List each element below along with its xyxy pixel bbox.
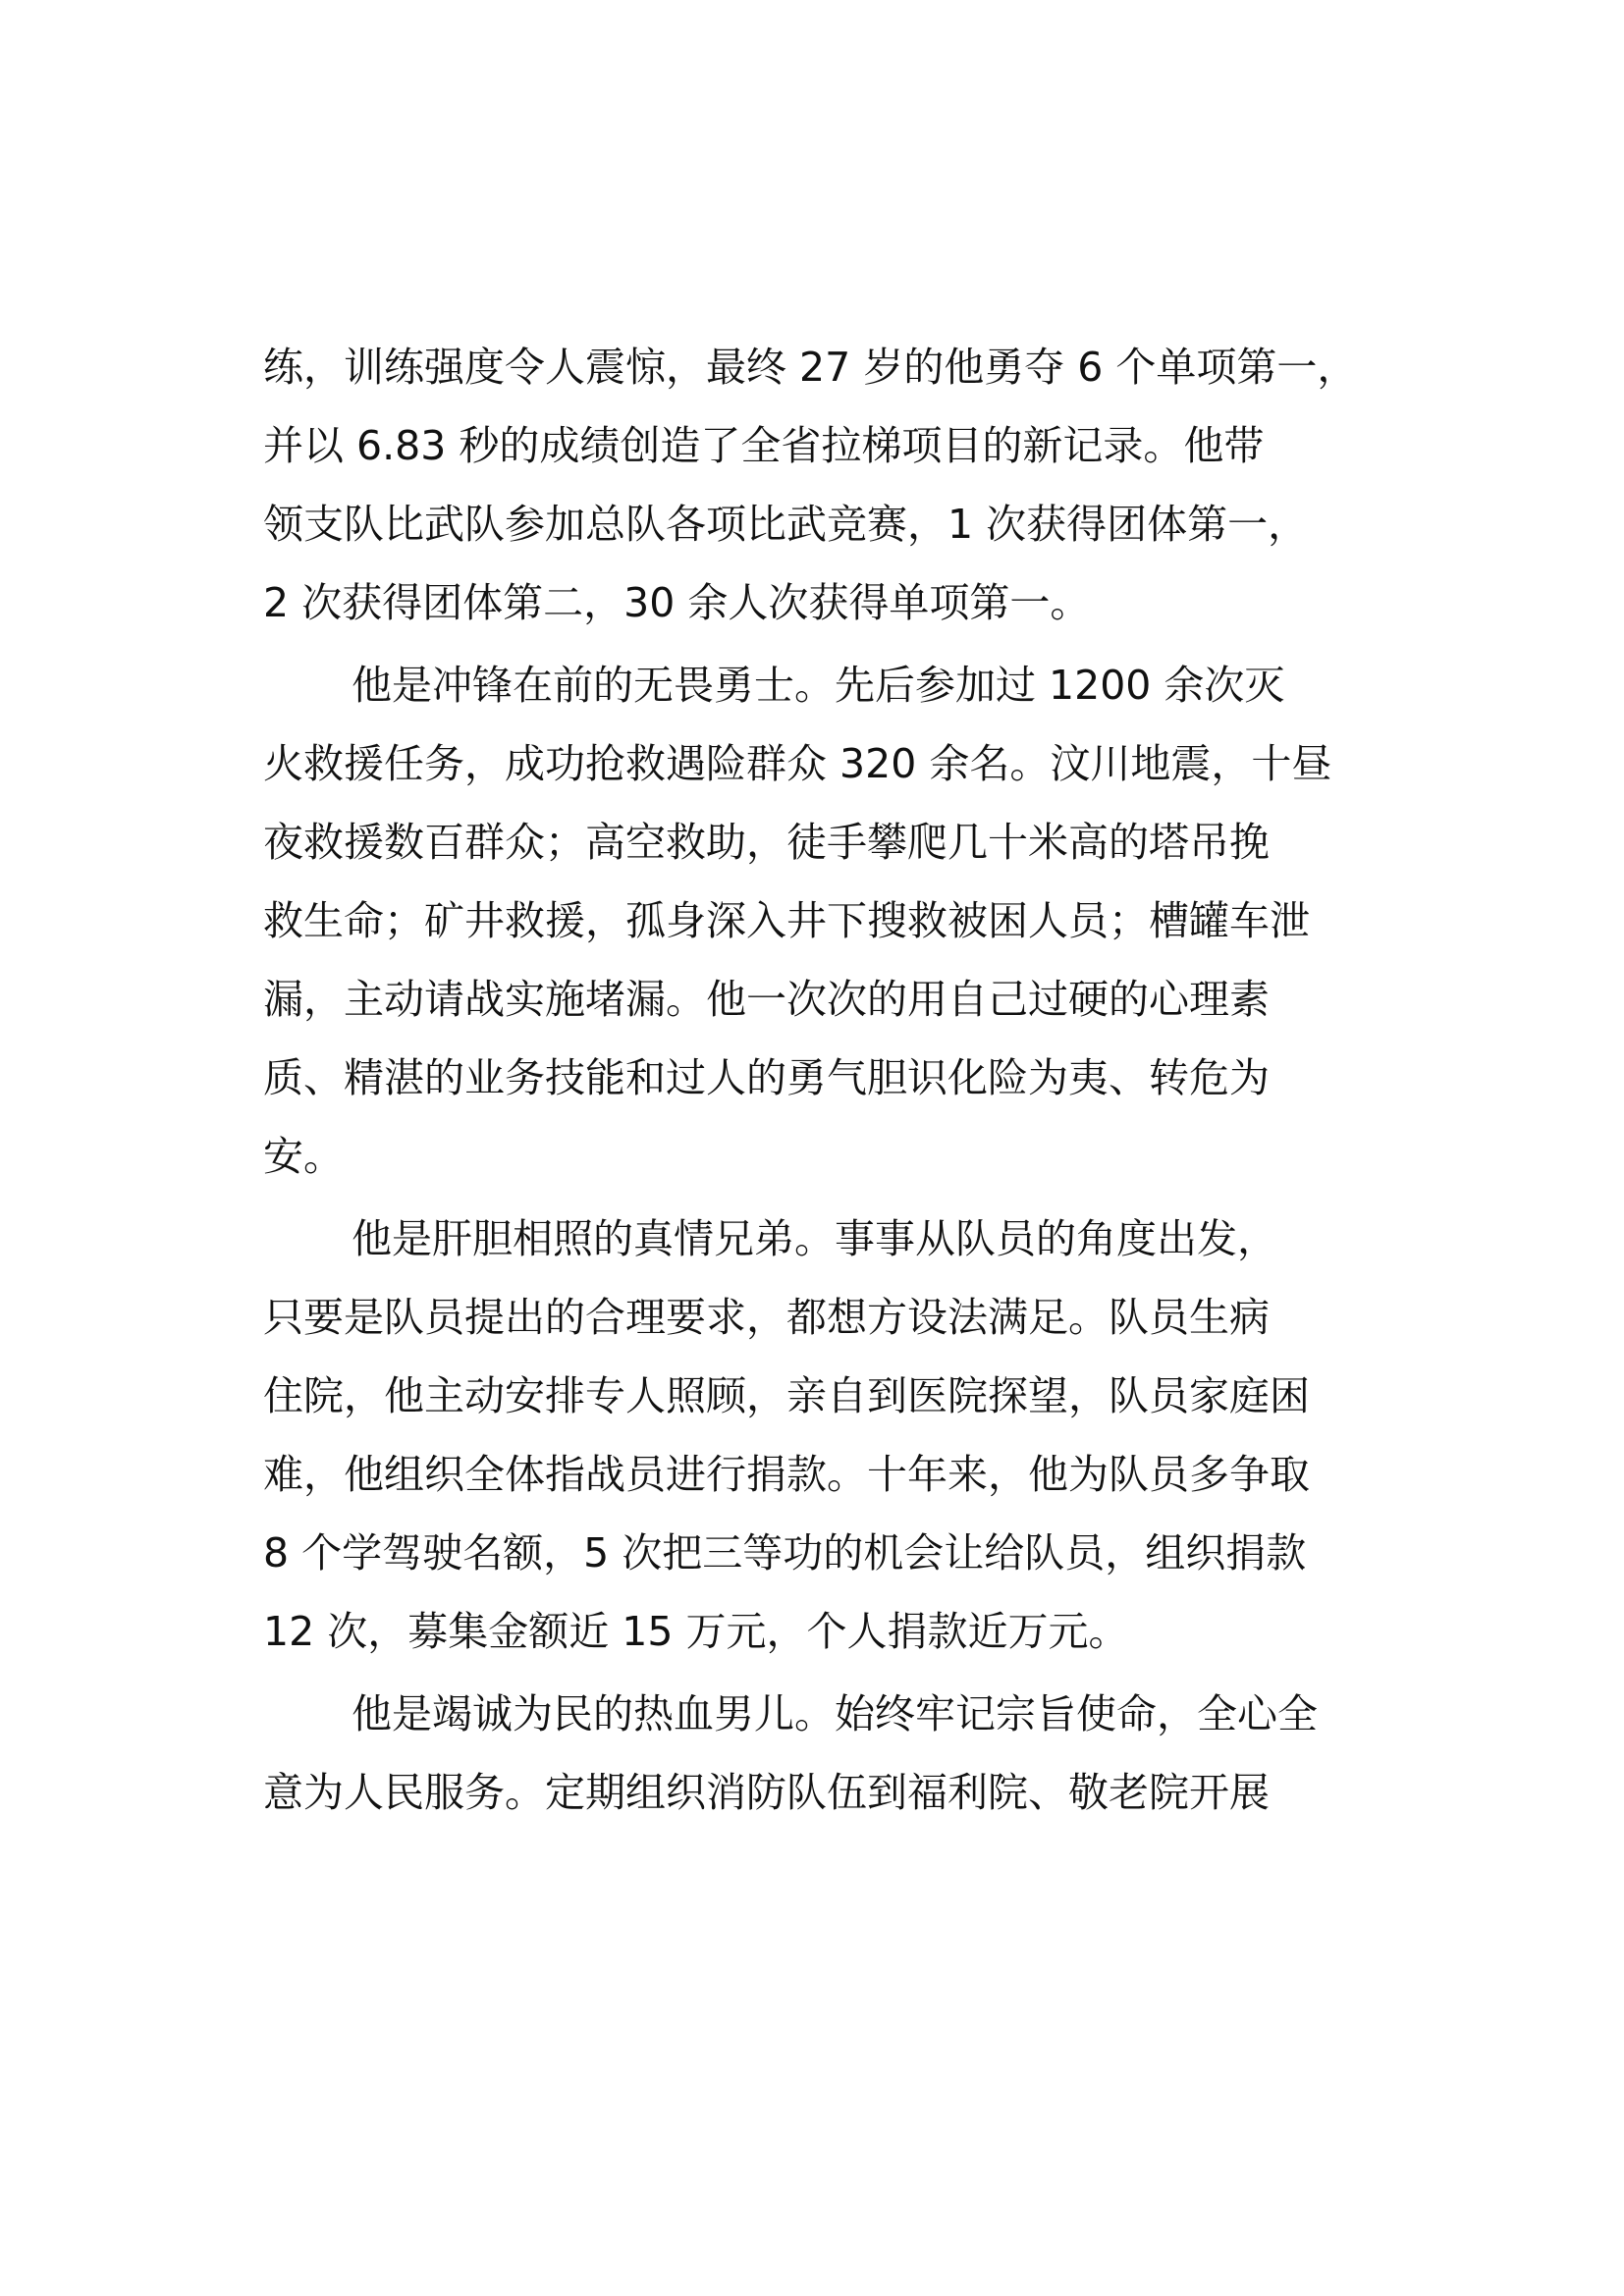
text-line-14: 住院，他主动安排专人照顾，亲自到医院探望，队员家庭困 xyxy=(263,1372,1310,1419)
paragraph-start-line-18: 他是竭诚为民的热血男儿。始终牢记宗旨使命，全心全 xyxy=(352,1690,1318,1737)
text-line-11: 安。 xyxy=(263,1133,344,1180)
text-line-1: 练，训练强度令人震惊，最终 27 岁的他勇夺 6 个单项第一， xyxy=(263,344,1358,391)
text-line-9: 漏，主动请战实施堵漏。他一次次的用自己过硬的心理素 xyxy=(263,976,1270,1023)
text-line-17: 12 次，募集金额近 15 万元，个人捐款近万元。 xyxy=(263,1608,1129,1655)
paragraph-start-line-12: 他是肝胆相照的真情兄弟。事事从队员的角度出发， xyxy=(352,1215,1277,1262)
text-line-13: 只要是队员提出的合理要求，都想方设法满足。队员生病 xyxy=(263,1294,1270,1341)
text-line-19: 意为人民服务。定期组织消防队伍到福利院、敬老院开展 xyxy=(263,1769,1270,1816)
paragraph-start-line-5: 他是冲锋在前的无畏勇士。先后参加过 1200 余次灭 xyxy=(352,662,1285,709)
text-line-10: 质、精湛的业务技能和过人的勇气胆识化险为夷、转危为 xyxy=(263,1054,1270,1101)
text-line-8: 救生命；矿井救援，孤身深入井下搜救被困人员；槽罐车泄 xyxy=(263,897,1310,944)
text-line-16: 8 个学驾驶名额，5 次把三等功的机会让给队员，组织捐款 xyxy=(263,1529,1307,1576)
text-line-6: 火救援任务，成功抢救遇险群众 320 余名。汶川地震，十昼 xyxy=(263,740,1332,787)
text-line-3: 领支队比武队参加总队各项比武竞赛，1 次获得团体第一， xyxy=(263,501,1309,548)
text-line-7: 夜救援数百群众；高空救助，徒手攀爬几十米高的塔吊挽 xyxy=(263,819,1270,866)
text-line-2: 并以 6.83 秒的成绩创造了全省拉梯项目的新记录。他带 xyxy=(263,422,1265,469)
text-line-15: 难，他组织全体指战员进行捐款。十年来，他为队员多争取 xyxy=(263,1451,1310,1498)
text-line-4: 2 次获得团体第二，30 余人次获得单项第一。 xyxy=(263,579,1091,626)
